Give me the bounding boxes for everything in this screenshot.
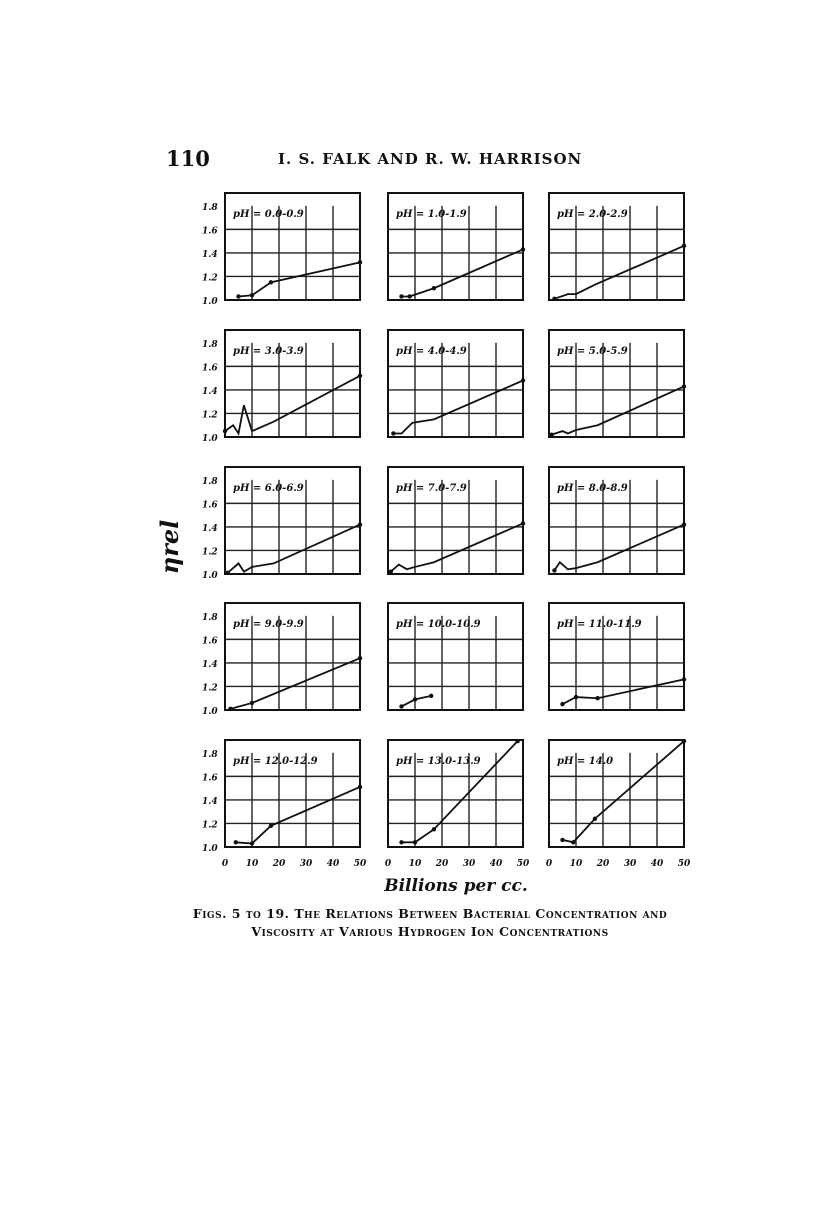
data-point [574,695,578,699]
panel-10 [225,603,362,711]
data-point [593,817,597,821]
data-point [223,429,227,433]
panel-2 [388,193,525,300]
data-point [389,569,393,573]
data-point [358,656,362,660]
panel-14 [388,739,523,847]
series-line [239,262,361,296]
x-tick-label: 40 [326,859,340,869]
series-line [402,696,432,707]
x-tick-label: 30 [462,859,476,869]
y-axis-label: ηrel [155,519,184,575]
x-tick-label: 10 [569,859,583,869]
y-tick-label: 1.2 [202,547,218,558]
panel-label: pH = 6.0-6.9 [233,483,304,494]
data-point [228,707,232,711]
series-line [552,386,684,434]
data-point [358,260,362,264]
series-line [563,679,685,704]
panel-label: pH = 1.0-1.9 [396,209,467,220]
x-tick-label: 20 [272,859,286,869]
data-point [432,827,436,831]
data-point [432,286,436,290]
x-tick-label: 10 [245,859,259,869]
panel-label: pH = 5.0-5.9 [557,346,628,357]
x-tick-label: 20 [596,859,610,869]
panel-15 [549,739,686,847]
data-point [399,294,403,298]
data-point [226,571,230,575]
data-point [560,838,564,842]
panel-4 [223,330,362,437]
data-point [413,840,417,844]
series-line [391,523,523,571]
panel-6 [549,330,686,437]
caption-line-2: Viscosity at Various Hydrogen Ion Concentrations [251,924,609,939]
figure-caption [160,905,700,941]
data-point [399,840,403,844]
panel-11 [388,603,523,710]
series-line [228,525,360,573]
panel-label: pH = 4.0-4.9 [396,346,467,357]
y-tick-label: 1.8 [202,202,218,213]
x-tick-label: 10 [408,859,422,869]
data-point [552,568,556,572]
x-tick-label: 40 [650,859,664,869]
series-line [393,381,523,434]
x-tick-label: 0 [545,859,553,869]
y-tick-label: 1.4 [202,796,218,807]
series-line [236,787,360,843]
data-point [682,244,686,248]
data-point [250,701,254,705]
panel-8 [388,467,525,574]
page-number: 110 [166,146,210,171]
panel-label: pH = 2.0-2.9 [557,209,628,220]
x-tick-label: 30 [623,859,637,869]
y-tick-label: 1.4 [202,249,218,260]
data-point [682,384,686,388]
panel-13 [225,740,362,847]
y-tick-label: 1.0 [202,434,218,444]
caption-line-1: Figs. 5 to 19. The Relations Between Bacterial Concentration and [192,906,668,921]
x-tick-label: 50 [516,859,530,869]
x-tick-label: 0 [221,859,229,869]
panel-12 [549,603,686,710]
y-tick-label: 1.0 [202,297,218,307]
panel-9 [549,467,686,574]
panel-label: pH = 7.0-7.9 [396,483,467,494]
panel-label: pH = 9.0-9.9 [233,619,304,630]
data-point [595,696,599,700]
x-tick-label: 20 [435,859,449,869]
y-tick-label: 1.6 [202,363,218,374]
y-tick-label: 1.8 [202,612,218,623]
data-point [391,431,395,435]
data-point [682,522,686,526]
panel-3 [549,193,686,301]
y-tick-label: 1.0 [202,707,218,717]
y-tick-label: 1.4 [202,523,218,534]
panel-label: pH = 0.0-0.9 [233,209,304,220]
data-point [269,280,273,284]
panel-5 [388,330,525,437]
y-tick-label: 1.0 [202,844,218,854]
data-point [358,785,362,789]
series-line [230,658,360,709]
x-tick-label: 50 [677,859,691,869]
y-tick-label: 1.6 [202,773,218,784]
running-head: I. S. FALK AND R. W. HARRISON [278,150,583,168]
y-tick-label: 1.4 [202,386,218,397]
series-line [402,249,524,296]
y-tick-label: 1.0 [202,571,218,581]
data-point [250,293,254,297]
y-tick-label: 1.6 [202,226,218,237]
y-tick-label: 1.8 [202,476,218,487]
data-point [682,677,686,681]
y-tick-label: 1.2 [202,273,218,284]
panel-label: pH = 8.0-8.9 [557,483,628,494]
y-tick-label: 1.8 [202,749,218,760]
data-point [236,294,240,298]
data-point [407,294,411,298]
panel-label: pH = 13.0-13.9 [396,756,481,767]
x-tick-label: 40 [489,859,503,869]
series-line [225,376,360,434]
data-point [413,697,417,701]
data-point [269,824,273,828]
y-tick-label: 1.2 [202,683,218,694]
panel-label: pH = 12.0-12.9 [233,756,318,767]
panel-label: pH = 14.0 [557,756,614,767]
panel-7 [225,467,362,575]
data-point [234,840,238,844]
data-point [682,739,686,743]
data-point [358,374,362,378]
series-line [554,246,684,299]
data-point [552,297,556,301]
data-point [521,247,525,251]
y-tick-label: 1.2 [202,820,218,831]
y-tick-label: 1.2 [202,410,218,421]
data-point [250,841,254,845]
y-tick-label: 1.4 [202,659,218,670]
panel-label: pH = 3.0-3.9 [233,346,304,357]
data-point [560,702,564,706]
data-point [515,739,519,743]
series-line [554,525,684,571]
panel-label: pH = 10.0-10.9 [396,619,481,630]
panel-1 [225,193,362,300]
data-point [521,521,525,525]
x-tick-label: 50 [353,859,367,869]
y-tick-label: 1.8 [202,339,218,350]
data-point [550,432,554,436]
x-axis-label: Billions per cc. [384,876,528,896]
data-point [399,704,403,708]
data-point [358,522,362,526]
y-tick-label: 1.6 [202,636,218,647]
data-point [521,378,525,382]
panel-label: pH = 11.0-11.9 [557,619,642,630]
x-tick-label: 30 [299,859,313,869]
data-point [429,694,433,698]
data-point [571,840,575,844]
y-tick-label: 1.6 [202,500,218,511]
x-tick-label: 0 [384,859,392,869]
